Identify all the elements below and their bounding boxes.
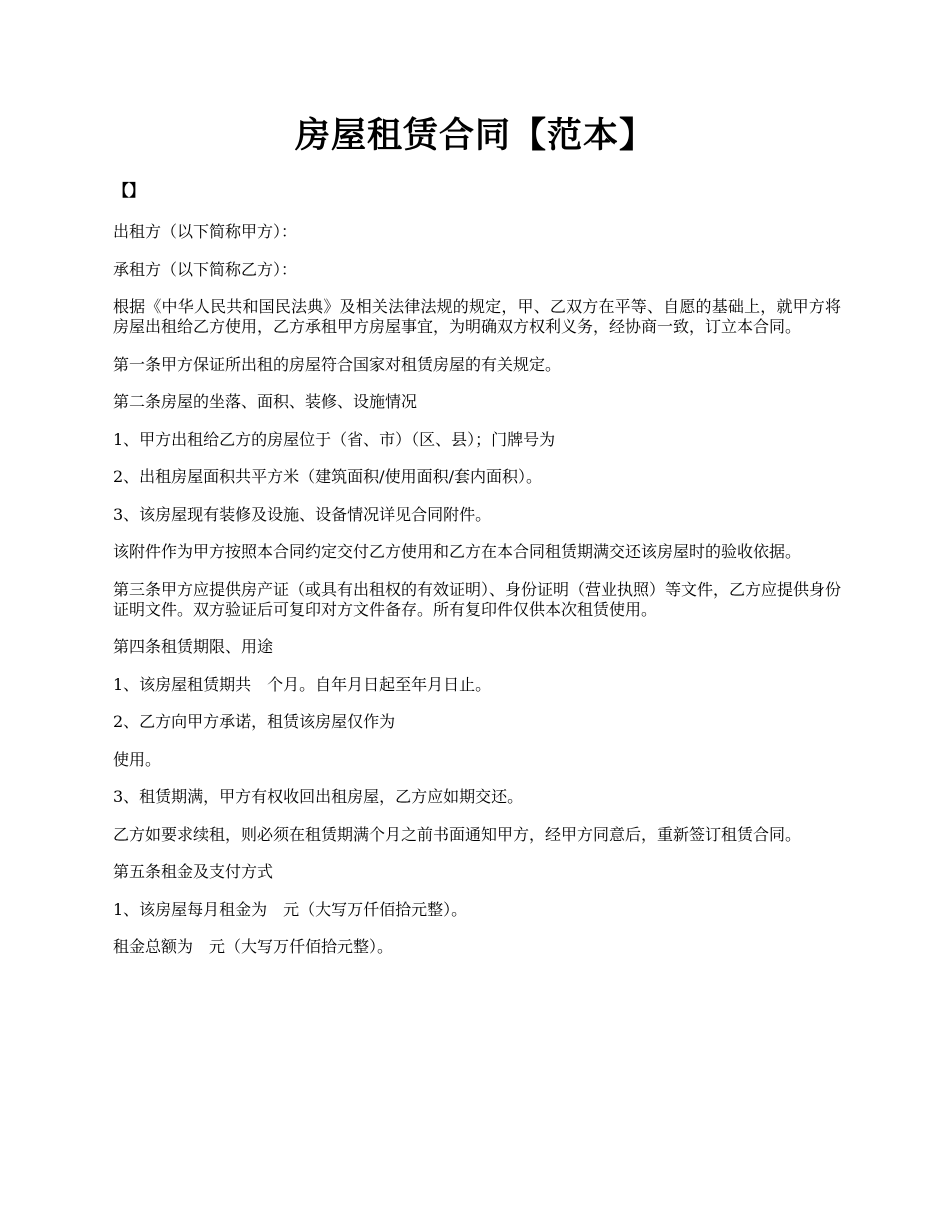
paragraph-article-4-item-2-cont: 使用。 xyxy=(113,749,162,769)
paragraph-total-rent: 租金总额为 元（大写万仟佰拾元整）。 xyxy=(113,937,394,956)
paragraph-article-4-item-2: 2、乙方向甲方承诺，租赁该房屋仅作为 xyxy=(113,712,396,731)
paragraph-lessee: 承租方（以下简称乙方）： xyxy=(113,259,298,279)
paragraph-article-4-heading: 第四条租赁期限、用途 xyxy=(113,637,274,656)
paragraph-article-5-item-1: 1、该房屋每月租金为 元（大写万仟佰拾元整）。 xyxy=(113,899,468,919)
paragraph-article-5-heading: 第五条租金及支付方式 xyxy=(113,862,274,881)
document-title: 房屋租赁合同【范本】 xyxy=(294,115,655,156)
paragraph-article-3: 第三条甲方应提供房产证（或具有出租权的有效证明）、身份证明（营业执照）等文件，乙方应提供身份证明文件。双方验证后可复印对方文件备存。所有复印件仅供本次租赁使用。 xyxy=(113,579,842,619)
paragraph-article-2-heading: 第二条房屋的坐落、面积、装修、设施情况 xyxy=(113,392,418,411)
paragraph-article-2-item-2: 2、出租房屋面积共平方米（建筑面积/使用面积/套内面积）。 xyxy=(113,467,542,486)
paragraph-article-1: 第一条甲方保证所出租的房屋符合国家对租赁房屋的有关规定。 xyxy=(113,354,562,374)
paragraph-preamble: 根据《中华人民共和国民法典》及相关法律法规的规定，甲、乙双方在平等、自愿的基础上，就甲方将房屋出租给乙方使用，乙方承租甲方房屋事宜，为明确双方权利义务，经协商一致，订立本合同。 xyxy=(113,297,841,336)
paragraph-article-4-item-3: 3、租赁期满，甲方有权收回出租房屋，乙方应如期交还。 xyxy=(113,787,524,806)
paragraph-article-2-item-3: 3、该房屋现有装修及设施、设备情况详见合同附件。 xyxy=(113,504,492,524)
document-body xyxy=(113,222,841,975)
paragraph-renewal: 乙方如要求续租，则必须在租赁期满个月之前书面通知甲方，经甲方同意后，重新签订租赁合同。 xyxy=(113,824,802,844)
paragraph-article-2-item-1: 1、甲方出租给乙方的房屋位于（省、市）（区、县）；门牌号为 xyxy=(113,429,556,449)
document-subtitle: 【】 xyxy=(113,181,146,200)
paragraph-lessor: 出租方（以下简称甲方）： xyxy=(113,222,298,241)
paragraph-article-4-item-1: 1、该房屋租赁期共 个月。自年月日起至年月日止。 xyxy=(113,674,492,694)
paragraph-attachment-note: 该附件作为甲方按照本合同约定交付乙方使用和乙方在本合同租赁期满交还该房屋时的验收依据。 xyxy=(113,542,802,561)
